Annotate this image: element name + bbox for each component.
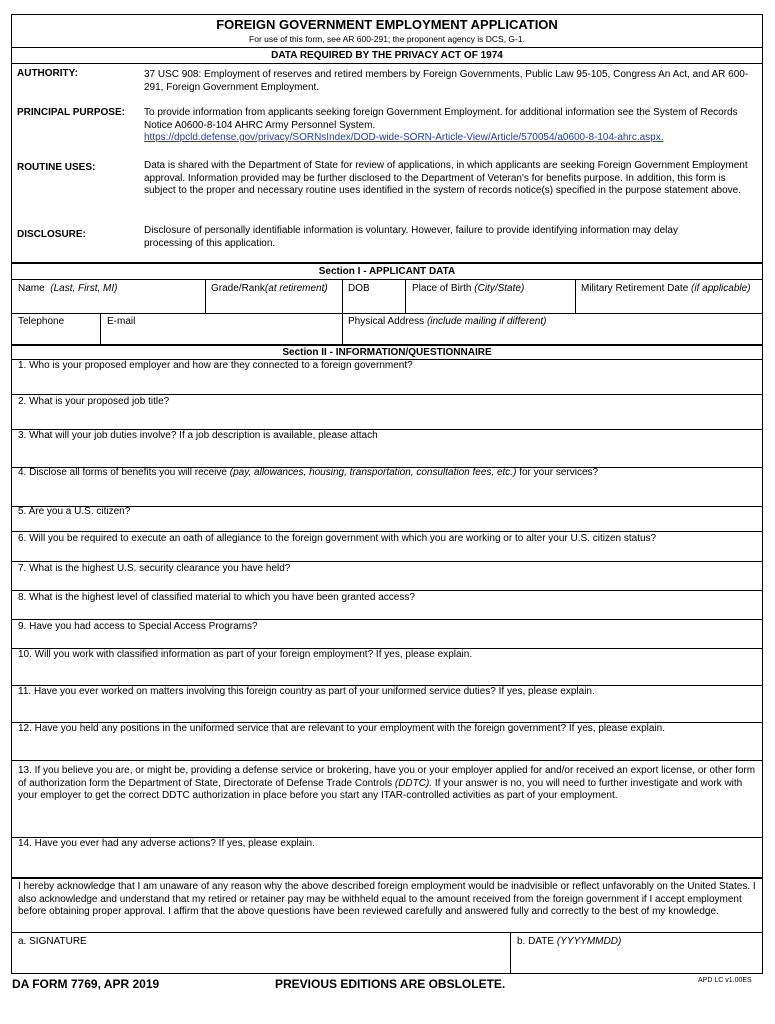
signature-input[interactable] bbox=[12, 932, 510, 973]
dob-label: DOB bbox=[348, 283, 370, 294]
routine-uses-label: ROUTINE USES: bbox=[17, 162, 96, 173]
answer-10-input[interactable] bbox=[12, 662, 762, 685]
name-input[interactable] bbox=[12, 279, 205, 313]
disclosure-text: Disclosure of personally identifiable information is voluntary. However, failure to provide identifying information may delay processing of this application. bbox=[144, 225, 678, 249]
version-label: APD LC v1.00ES bbox=[698, 977, 752, 984]
authority-label: AUTHORITY: bbox=[17, 68, 78, 79]
name-field-label: Name (Last, First, MI) bbox=[18, 283, 118, 294]
question-8: 8. What is the highest level of classified material to which you have been granted access? bbox=[18, 592, 415, 603]
acknowledgement-text: I hereby acknowledge that I am unaware of any reason why the above described foreign employment would be inadvisible or reflect unfavorably on the United States. I also acknowledge and understand that my retired or retainer pay may be withheld equal to the amount received from the foreign government if I accept employment before obtaining proper approval. I affirm that the above questions have been reviewed carefully and answered fully and correctly to the best of my knowledge. bbox=[18, 881, 756, 917]
answer-12-input[interactable] bbox=[12, 736, 762, 760]
question-12: 12. Have you held any positions in the uniformed service that are relevant to your employment with the foreign government? If yes, please explain. bbox=[18, 723, 666, 734]
question-1: 1. Who is your proposed employer and how are they connected to a foreign government? bbox=[18, 360, 413, 371]
answer-13-input[interactable] bbox=[12, 805, 762, 837]
answer-14-input[interactable] bbox=[12, 851, 762, 877]
grade-rank-label: Grade/Rank(at retirement) bbox=[211, 283, 328, 294]
answer-9-input[interactable] bbox=[12, 634, 762, 648]
divider bbox=[12, 262, 762, 264]
section-2-heading: Section II - INFORMATION/QUESTIONNAIRE bbox=[282, 347, 492, 358]
privacy-act-heading: DATA REQUIRED BY THE PRIVACY ACT OF 1974 bbox=[271, 50, 503, 61]
date-label: b. DATE (YYYYMMDD) bbox=[517, 936, 622, 947]
question-3: 3. What will your job duties involve? If a job description is available, please attach bbox=[18, 430, 378, 441]
form-title: FOREIGN GOVERNMENT EMPLOYMENT APPLICATION bbox=[216, 17, 558, 32]
grade-rank-input[interactable] bbox=[205, 279, 342, 313]
previous-editions-notice: PREVIOUS EDITIONS ARE OBSLOLETE. bbox=[275, 977, 506, 991]
place-of-birth-label: Place of Birth (City/State) bbox=[412, 283, 525, 294]
answer-8-input[interactable] bbox=[12, 605, 762, 619]
answer-11-input[interactable] bbox=[12, 699, 762, 722]
question-10: 10. Will you work with classified information as part of your foreign employment? If yes, please explain. bbox=[18, 649, 473, 660]
email-input[interactable] bbox=[100, 313, 342, 344]
sorn-link[interactable]: https://dpcld.defense.gov/privacy/SORNsIndex/DOD-wide-SORN-Article-View/Article/570054/a0600-8-104-ahrc.aspx. bbox=[144, 132, 664, 143]
signature-label: a. SIGNATURE bbox=[18, 936, 87, 947]
dob-input[interactable] bbox=[342, 279, 405, 313]
telephone-label: Telephone bbox=[18, 316, 65, 327]
answer-4-input[interactable] bbox=[12, 480, 762, 506]
form-container bbox=[11, 14, 763, 974]
answer-1-input[interactable] bbox=[12, 373, 762, 394]
form-number: DA FORM 7769, APR 2019 bbox=[12, 977, 160, 991]
question-4: 4. Disclose all forms of benefits you will receive (pay, allowances, housing, transportation, consultation fees, etc.) for your services? bbox=[18, 467, 599, 478]
question-13: 13. If you believe you are, or might be, providing a defense service or brokering, have you or your employer applied for and/or received an export license, or other form of authorization form the Department of State, Directorate of Defense Trade Controls (DDTC). If your answer is no, you will need to further investigate and work with your employer to get the correct DDTC authorization in place before you start any ITAR-controlled activities as part of your employment. bbox=[18, 765, 756, 801]
physical-address-input[interactable] bbox=[342, 313, 762, 344]
answer-5-input[interactable] bbox=[12, 519, 762, 531]
principal-purpose-label: PRINCIPAL PURPOSE: bbox=[17, 107, 125, 118]
question-7: 7. What is the highest U.S. security clearance you have held? bbox=[18, 563, 291, 574]
question-14: 14. Have you ever had any adverse actions? If yes, please explain. bbox=[18, 838, 315, 849]
question-9: 9. Have you had access to Special Access Programs? bbox=[18, 621, 258, 632]
divider bbox=[12, 47, 762, 48]
form-subtitle: For use of this form, see AR 600-291; the proponent agency is DCS, G-1. bbox=[249, 34, 525, 44]
answer-6-input[interactable] bbox=[12, 546, 762, 561]
question-6: 6. Will you be required to execute an oath of allegiance to the foreign government with which you are working or to alter your U.S. citizen status? bbox=[18, 533, 657, 544]
authority-text: 37 USC 908: Employment of reserves and retired members by Foreign Governments, Public Law 95-105, Congress An Act, and AR 600-291, Foreign Government Employment. bbox=[144, 69, 749, 93]
email-label: E-mail bbox=[107, 316, 136, 327]
answer-3-input[interactable] bbox=[12, 443, 762, 467]
physical-address-label: Physical Address (include mailing if different) bbox=[348, 316, 547, 327]
answer-2-input[interactable] bbox=[12, 409, 762, 429]
military-retirement-date-input[interactable] bbox=[575, 279, 762, 313]
answer-7-input[interactable] bbox=[12, 576, 762, 590]
disclosure-label: DISCLOSURE: bbox=[17, 229, 86, 240]
section-1-heading: Section I - APPLICANT DATA bbox=[318, 266, 456, 277]
date-input[interactable] bbox=[510, 932, 762, 973]
routine-uses-text: Data is shared with the Department of State for review of applications, in which applicants are seeking Foreign Government Employment approval. Information provided may be further disclosed to the Department of Veteran's for benefits purpose. In addition, this form is subject to the proper and necessary routine uses identified in the system of records notice(s) specified in the purpose statement above. bbox=[144, 160, 748, 196]
principal-purpose-text: To provide information from applicants seeking foreign Government Employment. for additional information see the System of Records Notice A0600-8-104 AHRC Army Personnel System. bbox=[144, 107, 738, 131]
divider bbox=[12, 344, 762, 346]
divider bbox=[12, 63, 762, 64]
question-5: 5. Are you a U.S. citizen? bbox=[18, 506, 131, 517]
place-of-birth-input[interactable] bbox=[405, 279, 575, 313]
question-11: 11. Have you ever worked on matters involving this foreign country as part of your uniformed service duties? If yes, please explain. bbox=[18, 686, 595, 697]
military-retirement-date-label: Military Retirement Date (if applicable) bbox=[581, 283, 751, 294]
question-2: 2. What is your proposed job title? bbox=[18, 396, 170, 407]
telephone-input[interactable] bbox=[12, 313, 100, 344]
